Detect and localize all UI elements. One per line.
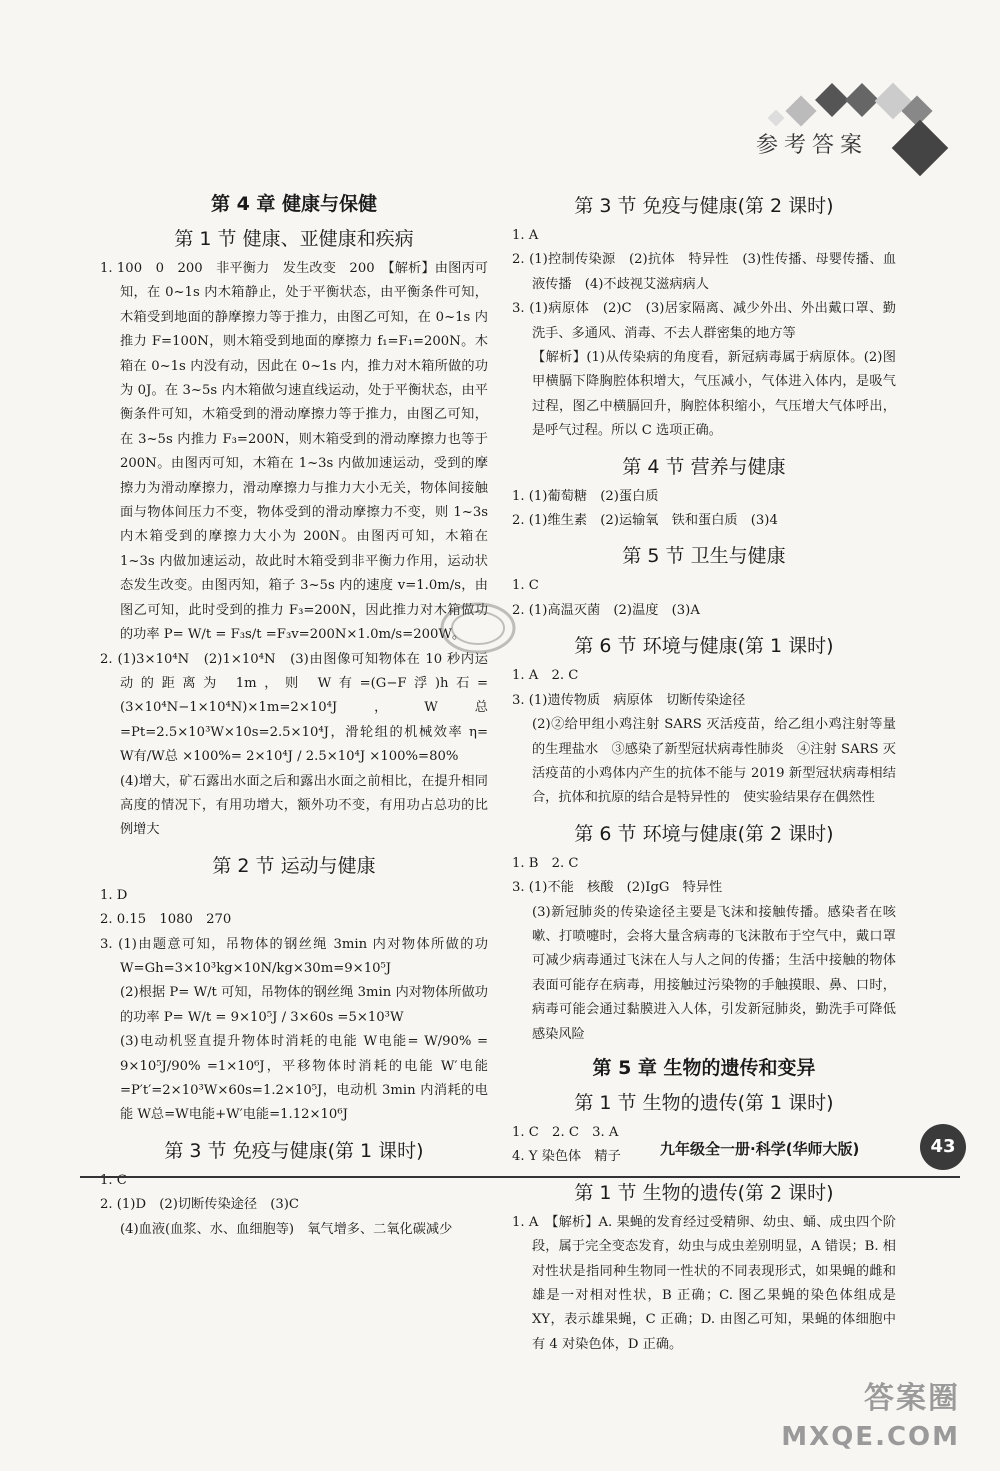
answer-item: 1. A 【解析】A. 果蝇的发育经过受精卵、幼虫、蛹、成虫四个阶段，属于完全变态发育，幼虫与成虫差别明显，A 错误；B. 相对性状是指同种生物同一性状的不同表现形式，如果蝇的雌和雄是一对相对性状，B 正确；C. 图乙果蝇的染色体组成是 XY，表示雄果蝇，C 正确；D. 由图乙可知，果蝇的体细胞中有 4 对染色体，D 正确。	[512, 1214, 896, 1352]
answer-item: 2. (1)维生素 (2)运输氧 铁和蛋白质 (3)4	[512, 513, 778, 529]
section-title: 第 1 节 生物的遗传(第 1 课时)	[574, 1091, 834, 1114]
answer-item: 3. (1)不能 核酸 (2)IgG 特异性	[512, 880, 723, 896]
watermark-line-2: MXQE.COM	[781, 1422, 960, 1452]
page-number: 43	[920, 1124, 966, 1170]
section-title: 第 3 节 免疫与健康(第 2 课时)	[574, 195, 834, 217]
answer-item: 2. 0.15 1080 270	[100, 912, 232, 928]
answer-item: 3. (1)由题意可知，吊物体的钢丝绳 3min 内对物体所做的功 W=Gh=3×10³kg×10N/kg×30m=9×10⁵J	[100, 936, 488, 976]
section-title: 第 1 节 生物的遗传(第 2 课时)	[574, 1181, 834, 1204]
answer-item: 3. (1)遗传物质 病原体 切断传染途径	[512, 692, 746, 708]
answer-item: (2)②给甲组小鸡注射 SARS 灭活疫苗，给乙组小鸡注射等量的生理盐水 ③感染了新型冠状病毒性肺炎 ④注射 SARS 灭活疫苗的小鸡体内产生的抗体不能与 2019 新型冠状病毒相结合，抗体和抗原的结合是特异性的 使实验结果存在偶然性	[532, 717, 896, 806]
answer-item: 1. B 2. C	[512, 855, 579, 871]
answer-item: (4)增大，矿石露出水面之后和露出水面之前相比，在提升相同高度的情况下，有用功增大，额外功不变，有用功占总功的比例增大	[120, 773, 488, 838]
section-title: 第 6 节 环境与健康(第 1 课时)	[574, 635, 834, 658]
answer-item: 1. (1)葡萄糖 (2)蛋白质	[512, 488, 659, 504]
watermark-line-1: 答案圈	[864, 1381, 960, 1416]
chapter-4-title: 第 4 章 健康与保健	[210, 193, 378, 215]
section-title: 第 1 节 健康、亚健康和疾病	[174, 228, 414, 250]
watermark	[781, 1380, 960, 1456]
answer-item: 1. A	[512, 228, 539, 243]
answer-item: 1. C	[512, 578, 539, 594]
section-title: 第 4 节 营养与健康	[622, 455, 786, 478]
answer-item: (3)电动机竖直提升物体时消耗的电能 W电能= W/90% = 9×10⁵J/90% =1×10⁶J，平移物体时消耗的电能 W′电能=P′t′=2×10³W×60s=1.2×10⁵J，电动机 3min 内消耗的电能 W总=W电能+W′电能=1.12×10⁶J	[120, 1034, 488, 1123]
answer-item: 【解析】(1)从传染病的角度看，新冠病毒属于病原体。(2)图甲横膈下降胸腔体积增大，气压减小，气体进入体内，是吸气过程，图乙中横膈回升，胸腔体积缩小，气压增大气体呼出，是呼气过程。所以 C 选项正确。	[532, 350, 896, 439]
header-title: 参考答案	[755, 133, 868, 158]
answer-item: (2)根据 P= W/t 可知，吊物体的钢丝绳 3min 内对物体所做功的功率 P= W/t = 9×10⁵J / 3×60s =5×10³W	[120, 985, 488, 1025]
answer-item: (4)血液(血浆、水、血细胞等) 氧气增多、二氧化碳减少	[120, 1221, 453, 1237]
section-title: 第 6 节 环境与健康(第 2 课时)	[574, 822, 834, 845]
answer-item: 3. (1)病原体 (2)C (3)居家隔离、减少外出、外出戴口罩、勤洗手、多通风、消毒、不去人群密集的地方等	[512, 301, 896, 341]
answer-item: 1. C 2. C 3. A	[512, 1124, 619, 1140]
left-column	[100, 183, 488, 1242]
answer-item: 1. C	[100, 1172, 127, 1188]
right-column	[512, 183, 896, 1357]
section-title: 第 5 节 卫生与健康	[622, 545, 786, 568]
stamp-icon	[438, 598, 518, 658]
answer-item: 2. (1)控制传染源 (2)抗体 特异性 (3)性传播、母婴传播、血液传播 (4)不歧视艾滋病病人	[512, 252, 896, 292]
header-diamond-decoration	[700, 60, 960, 190]
answer-item: 4. Y 染色体 精子	[512, 1149, 621, 1165]
answer-item: 2. (1)D (2)切断传染途径 (3)C	[100, 1197, 299, 1213]
footer-divider	[80, 1176, 960, 1178]
answer-item: 2. (1)3×10⁴N (2)1×10⁴N (3)由图像可知物体在 10 秒内运动的距离为 1m，则 W有=(G−F浮)h石=(3×10⁴N−1×10⁴N)×1m=2×10⁴J，W总=Pt=2.5×10³W×10s=2.5×10⁴J，滑轮组的机械效率 η= W有/W总 ×100%= 2×10⁴J / 2.5×10⁴J ×100%=80%	[100, 651, 488, 765]
answer-item: 1. 100 0 200 非平衡力 发生改变 200 【解析】由图丙可知，在 0~1s 内木箱静止，处于平衡状态，由平衡条件可知，木箱受到地面的静摩擦力等于推力，由图乙可知，在 0~1s 内推力 F=100N，则木箱受到地面的摩擦力 f₁=F₁=200N。木箱在 0~1s 内没有动，因此在 0~1s 内，推力对木箱所做的功为 0J。在 3~5s 内木箱做匀速直线运动，处于平衡状态，由平衡条件可知，木箱受到的滑动摩擦力等于推力，由图乙可知，在 3~5s 内推力 F₃=200N，则木箱受到的滑动摩擦力也等于 200N。由图丙可知，木箱在 1~3s 内做加速运动，受到的摩擦力为滑动摩擦力，滑动摩擦力与推力大小无关，物体间接触面与物体间压力不变，物体受到的滑动摩擦力不变，则 1~3s 内木箱受到的摩擦力大小为 200N。由图丙可知，木箱在 1~3s 内做加速运动，故此时木箱受到非平衡力作用，运动状态发生改变。由图丙知，箱子 3~5s 内的速度 v=1.0m/s，由图乙可知，此时受到的推力 F₃=200N，因此推力对木箱做功的功率 P= W/t = F₃s/t =F₃v=200N×1.0m/s=200W。	[100, 261, 488, 643]
chapter-5-title: 第 5 章 生物的遗传和变异	[592, 1056, 816, 1079]
answer-item: 1. D	[100, 887, 128, 903]
answer-item: 1. A 2. C	[512, 668, 579, 684]
answer-item: 2. (1)高温灭菌 (2)温度 (3)A	[512, 602, 700, 618]
answer-item: (3)新冠肺炎的传染途径主要是飞沫和接触传播。感染者在咳嗽、打喷嚏时，会将大量含病毒的飞沫散布于空气中，戴口罩可减少病毒通过飞沫在人与人之间的传播；生活中接触的物体表面可能存在病毒，用接触过污染物的手触摸眼、鼻、口时，病毒可能会通过黏膜进入人体，引发新冠肺炎，勤洗手可降低感染风险	[532, 904, 896, 1042]
footer-book-title: 九年级全一册·科学(华师大版)	[660, 1140, 860, 1158]
section-title: 第 2 节 运动与健康	[212, 854, 376, 877]
section-title: 第 3 节 免疫与健康(第 1 课时)	[164, 1139, 424, 1162]
